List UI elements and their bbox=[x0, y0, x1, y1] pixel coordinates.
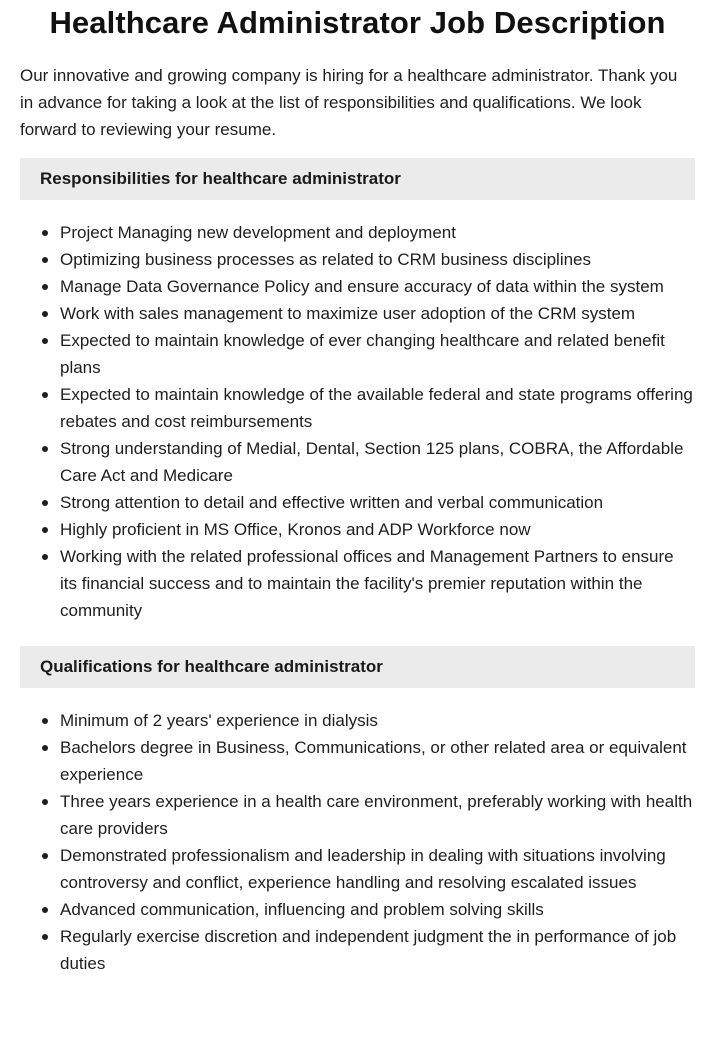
responsibility-text: Working with the related professional offices and Management Partners to ensure its financial success and to maintain the facility's premier reputation within the community bbox=[60, 547, 674, 620]
bullet-icon bbox=[42, 338, 48, 344]
qualification-item bbox=[20, 734, 695, 788]
bullet-icon bbox=[42, 230, 48, 236]
bullet-icon bbox=[42, 392, 48, 398]
qualification-text: Three years experience in a health care environment, preferably working with health care providers bbox=[60, 792, 693, 838]
responsibility-text: Strong understanding of Medial, Dental, Section 125 plans, COBRA, the Affordable Care Act and Medicare bbox=[60, 439, 684, 485]
job-description-page bbox=[20, 0, 695, 977]
qualification-item bbox=[20, 896, 695, 923]
bullet-icon bbox=[42, 907, 48, 913]
responsibility-item bbox=[20, 543, 695, 624]
responsibility-text: Optimizing business processes as related to CRM business disciplines bbox=[60, 250, 592, 269]
bullet-icon bbox=[42, 934, 48, 940]
bullet-icon bbox=[42, 718, 48, 724]
qualification-item bbox=[20, 788, 695, 842]
responsibility-text: Manage Data Governance Policy and ensure accuracy of data within the system bbox=[60, 277, 664, 296]
responsibility-item bbox=[20, 516, 695, 543]
bullet-icon bbox=[42, 745, 48, 751]
qualification-text: Bachelors degree in Business, Communications, or other related area or equivalent experience bbox=[60, 738, 687, 784]
bullet-icon bbox=[42, 799, 48, 805]
bullet-icon bbox=[42, 446, 48, 452]
bullet-icon bbox=[42, 500, 48, 506]
responsibility-text: Strong attention to detail and effective written and verbal communication bbox=[60, 493, 604, 512]
responsibility-item bbox=[20, 219, 695, 246]
responsibility-item bbox=[20, 381, 695, 435]
bullet-icon bbox=[42, 554, 48, 560]
qualification-text: Demonstrated professionalism and leadership in dealing with situations involving controversy and conflict, experience handling and resolving escalated issues bbox=[60, 846, 666, 892]
responsibilities-heading: Responsibilities for healthcare administrator bbox=[20, 158, 695, 200]
responsibility-item bbox=[20, 489, 695, 516]
bullet-icon bbox=[42, 311, 48, 317]
responsibility-text: Project Managing new development and deployment bbox=[60, 223, 456, 242]
responsibility-text: Work with sales management to maximize user adoption of the CRM system bbox=[60, 304, 636, 323]
qualifications-list bbox=[20, 707, 695, 977]
qualification-item bbox=[20, 842, 695, 896]
responsibility-text: Highly proficient in MS Office, Kronos and ADP Workforce now bbox=[60, 520, 531, 539]
responsibilities-list bbox=[20, 219, 695, 624]
responsibility-item bbox=[20, 435, 695, 489]
bullet-icon bbox=[42, 853, 48, 859]
responsibility-item bbox=[20, 246, 695, 273]
bullet-icon bbox=[42, 257, 48, 263]
qualification-item bbox=[20, 707, 695, 734]
bullet-icon bbox=[42, 284, 48, 290]
responsibility-item bbox=[20, 300, 695, 327]
qualifications-heading: Qualifications for healthcare administrator bbox=[20, 646, 695, 688]
qualification-text: Advanced communication, influencing and problem solving skills bbox=[60, 900, 544, 919]
responsibility-text: Expected to maintain knowledge of ever changing healthcare and related benefit plans bbox=[60, 331, 665, 377]
responsibility-text: Expected to maintain knowledge of the available federal and state programs offering rebates and cost reimbursements bbox=[60, 385, 693, 431]
bullet-icon bbox=[42, 527, 48, 533]
responsibility-item bbox=[20, 327, 695, 381]
qualification-text: Regularly exercise discretion and independent judgment the in performance of job duties bbox=[60, 927, 677, 973]
qualification-item bbox=[20, 923, 695, 977]
responsibility-item bbox=[20, 273, 695, 300]
page-title: Healthcare Administrator Job Description bbox=[49, 5, 666, 40]
qualification-text: Minimum of 2 years' experience in dialysis bbox=[60, 711, 378, 730]
intro-paragraph: Our innovative and growing company is hiring for a healthcare administrator. Thank you in advance for taking a look at the list of responsibilities and qualifications. We look forward to reviewing your resume. bbox=[20, 66, 678, 139]
